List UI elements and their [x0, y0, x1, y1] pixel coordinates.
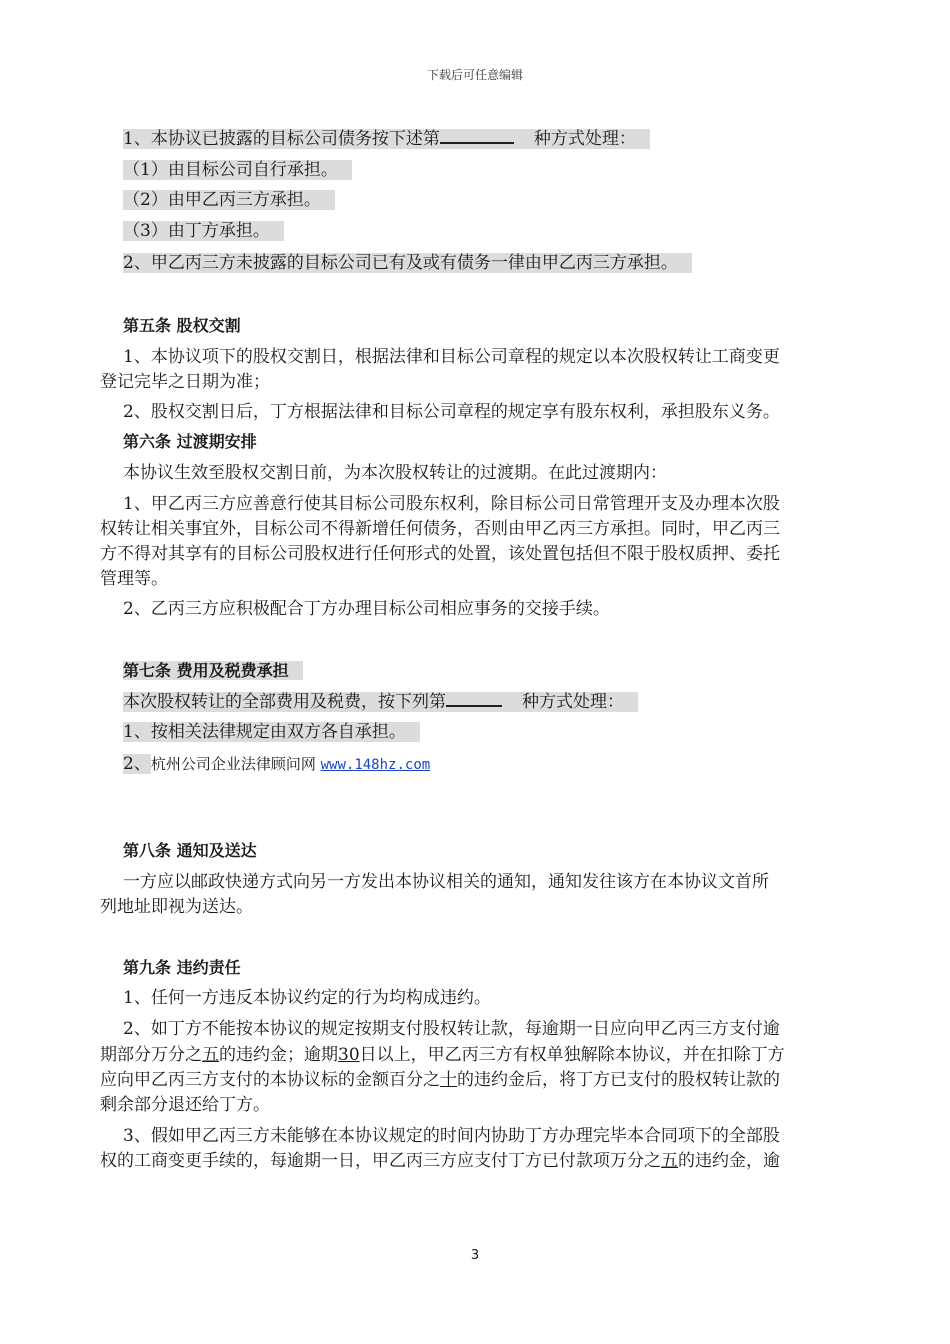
debt-clause-1-suffix: 种方式处理：: [533, 129, 636, 149]
section-8-p1-line1: 一方应以邮政快递方式向另一方发出本协议相关的通知，通知发往该方在本协议文首所: [123, 872, 769, 892]
blank-field-fees: [446, 689, 502, 707]
section-6-title: 第六条 过渡期安排: [123, 432, 257, 451]
section-9-p1: 1、任何一方违反本协议约定的行为均构成违约。: [123, 988, 491, 1008]
section-6-p2: 2、乙丙三方应积极配合丁方办理目标公司相应事务的交接手续。: [123, 599, 610, 619]
section-9-p2-line1: 2、如丁方不能按本协议的规定按期支付股权转让款，每逾期一日应向甲乙丙三方支付逾: [123, 1019, 780, 1039]
fees-option-2-text: 杭州公司企业法律顾问网: [150, 755, 321, 773]
debt-clause-1-text: 1、本协议已披露的目标公司债务按下述第: [123, 129, 440, 149]
section-6-intro: 本协议生效至股权交割日前，为本次股权转让的过渡期。在此过渡期内：: [123, 463, 667, 483]
section-9-p3-line1: 3、假如甲乙丙三方未能够在本协议规定的时间内协助丁方办理完毕本合同项下的全部股: [123, 1126, 780, 1146]
section-7-title: [123, 659, 303, 683]
section-7-title-text: 第七条 费用及税费承担: [123, 661, 303, 680]
penalty-rate-ten: 十: [440, 1070, 457, 1090]
section-6-p1-line1: 1、甲乙丙三方应善意行使其目标公司股东权利，除目标公司日常管理开支及办理本次股: [123, 494, 780, 514]
section-5-title: 第五条 股权交割: [123, 316, 241, 335]
section-9-p2-line2-c: 日以上，甲乙丙三方有权单独解除本协议，并在扣除丁方: [359, 1045, 785, 1065]
section-5-p2: 2、股权交割日后，丁方根据法律和目标公司章程的规定享有股东权利，承担股东义务。: [123, 402, 780, 422]
penalty-rate-five: 五: [202, 1045, 219, 1065]
penalty-rate-five-b: 五: [661, 1151, 678, 1171]
page-number: 3: [470, 1248, 480, 1263]
section-9-p2-line3-a: 应向甲乙丙三方支付的本协议标的金额百分之: [100, 1070, 440, 1090]
section-5-p1-line1: 1、本协议项下的股权交割日，根据法律和目标公司章程的规定以本次股权转让工商变更: [123, 347, 780, 367]
section-9-p2-line2: [100, 1043, 785, 1067]
section-9-p3-line2-b: 的违约金，逾: [678, 1151, 780, 1171]
fees-option-1-text: 1、按相关法律规定由双方各自承担。: [123, 722, 420, 742]
section-6-p1-line3: 方不得对其享有的目标公司股权进行任何形式的处置，该处置包括但不限于股权质押、委托: [100, 544, 780, 564]
debt-option-2: [123, 188, 335, 212]
section-8-title: 第八条 通知及送达: [123, 841, 257, 860]
debt-clause-1: [123, 126, 650, 151]
debt-option-1-text: （1）由目标公司自行承担。: [123, 160, 352, 180]
debt-option-3: [123, 219, 284, 243]
fees-clause-text: 本次股权转让的全部费用及税费，按下列第: [123, 692, 446, 712]
fees-option-2-num: 2、: [123, 754, 151, 774]
section-8-p1-line2: 列地址即视为送达。: [100, 897, 253, 917]
section-9-p2-line3-b: 的违约金后，将丁方已支付的股权转让款的: [457, 1070, 780, 1090]
section-5-p1-line2: 登记完毕之日期为准；: [100, 372, 270, 392]
section-9-p2-line2-a: 期部分万分之: [100, 1045, 202, 1065]
section-6-p1-line4: 管理等。: [100, 569, 168, 589]
blank-field-debt: [440, 126, 514, 144]
fees-clause-suffix: 种方式处理：: [522, 692, 624, 712]
debt-option-3-text: （3）由丁方承担。: [123, 221, 284, 241]
section-9-p2-line2-b: 的违约金；逾期: [219, 1045, 338, 1065]
section-6-p1-line2: 权转让相关事宜外，目标公司不得新增任何债务，否则由甲乙丙三方承担。同时，甲乙丙三: [100, 519, 780, 539]
debt-option-2-text: （2）由甲乙丙三方承担。: [123, 190, 335, 210]
section-9-p3-line2-a: 权的工商变更手续的，每逾期一日，甲乙丙三方应支付丁方已付款项万分之: [100, 1151, 661, 1171]
section-9-p2-line3: [100, 1068, 780, 1092]
debt-clause-2-text: 2、甲乙丙三方未披露的目标公司已有及或有债务一律由甲乙丙三方承担。: [123, 253, 692, 273]
section-9-title: 第九条 违约责任: [123, 958, 241, 977]
fees-option-2: [123, 752, 430, 777]
fees-option-1: [123, 720, 420, 744]
website-link[interactable]: www.148hz.com: [320, 757, 431, 773]
page-header: 下载后可任意编辑: [426, 68, 523, 82]
fees-clause: [123, 689, 638, 714]
section-9-p2-line4: 剩余部分退还给丁方。: [100, 1095, 270, 1115]
debt-option-1: [123, 158, 352, 182]
overdue-days: 30: [338, 1045, 360, 1065]
debt-clause-2: [123, 251, 692, 275]
section-9-p3-line2: [100, 1149, 780, 1173]
